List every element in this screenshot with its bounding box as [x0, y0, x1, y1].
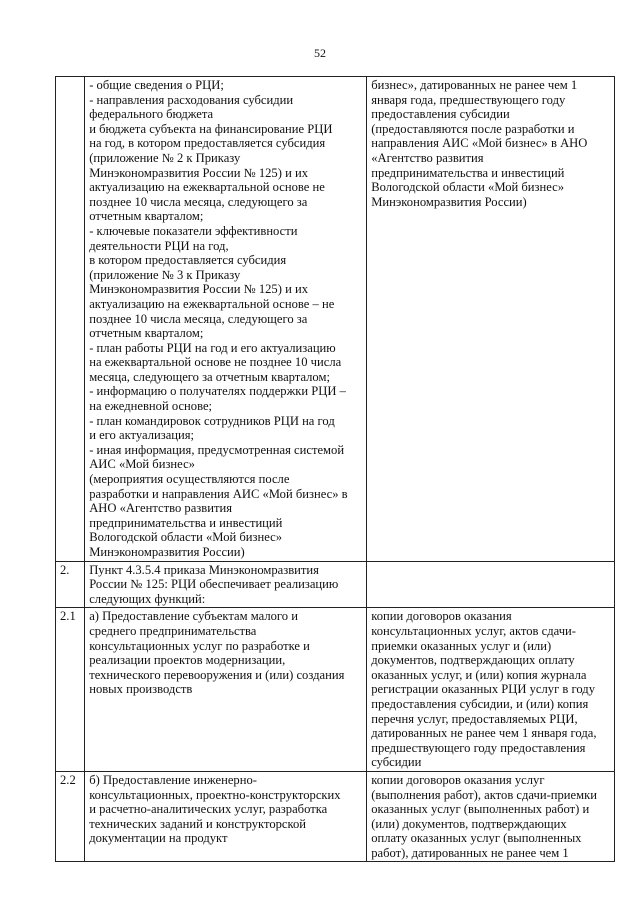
text-line: предшествующего году предоставления	[371, 740, 586, 755]
documents-cell	[367, 561, 615, 608]
text-line: - общие сведения о РЦИ;	[89, 78, 224, 92]
text-line: федерального бюджета	[89, 107, 214, 122]
text-line: датированных не ранее чем 1 января года,	[371, 726, 597, 741]
text-line: Минэкономразвития России)	[371, 194, 527, 209]
text-line: месяца, следующего за отчетным кварталом;	[89, 369, 330, 384]
text-line: (приложение № 2 к Приказу	[89, 150, 241, 165]
text-line: консультационных, проектно-конструкторских	[89, 787, 341, 802]
text-line: копии договоров оказания	[371, 609, 512, 624]
row-number: 2.1	[56, 608, 85, 772]
page-number: 52	[314, 46, 326, 60]
text-line: АИС «Мой бизнес»	[89, 457, 195, 472]
text-line: оказанных услуг (выполненных работ) и	[371, 802, 590, 817]
text-line: АНО «Агентство развития	[89, 501, 232, 516]
text-line: - иная информация, предусмотренная системой	[89, 442, 345, 457]
table-row	[56, 77, 615, 562]
text-line: (приложение № 3 к Приказу	[89, 267, 241, 282]
text-line: реализации проектов модернизации,	[89, 653, 286, 668]
text-line: Пункт 4.3.5.4 приказа Минэкономразвития	[89, 562, 319, 577]
text-line: позднее 10 числа месяца, следующего за	[89, 194, 308, 209]
text-line: - информацию о получателях поддержки РЦИ –	[89, 384, 346, 399]
requirement-cell	[85, 77, 367, 562]
text-line: деятельности РЦИ на год,	[89, 238, 229, 253]
text-line: копии договоров оказания услуг	[371, 772, 545, 787]
text-line: в котором предоставляется субсидия	[89, 253, 287, 268]
text-line: Вологодской области «Мой бизнес»	[89, 530, 283, 545]
text-line: предоставления субсидии, и (или) копия	[371, 696, 589, 711]
text-line: среднего предпринимательства	[89, 623, 257, 638]
text-line: - направления расходования субсидии	[89, 92, 294, 107]
row-number: 2.	[56, 561, 85, 608]
text-line: новых производств	[89, 682, 193, 697]
text-line: перечня услуг, предоставляемых РЦИ,	[371, 711, 578, 726]
text-line: оказанных услуг, и (или) копия журнала	[371, 667, 587, 682]
text-line: января года, предшествующего году	[371, 92, 566, 107]
text-line: разработки и направления АИС «Мой бизнес» в	[89, 486, 348, 501]
text-line: документации на продукт	[89, 831, 228, 846]
documents-cell	[367, 608, 615, 772]
row-number: 2.2	[56, 771, 85, 862]
text-line: (или) документов, подтверждающих	[371, 816, 567, 831]
text-line: работ), датированных не ранее чем 1	[371, 845, 569, 860]
text-line: России № 125: РЦИ обеспечивает реализацию	[89, 577, 339, 592]
text-line: - план работы РЦИ на год и его актуализацию	[89, 340, 336, 355]
requirement-cell	[85, 771, 367, 862]
text-line: консультационных услуг по разработке и	[89, 638, 310, 653]
text-line: - ключевые показатели эффективности	[89, 223, 298, 238]
text-line: следующих функций:	[89, 591, 206, 606]
text-line: бизнес», датированных не ранее чем 1	[371, 78, 578, 92]
text-line: отчетным кварталом;	[89, 326, 204, 341]
text-line: предпринимательства и инвестиций	[89, 515, 283, 530]
text-line: б) Предоставление инженерно-	[89, 772, 257, 787]
table-row	[56, 608, 615, 772]
row-number	[56, 77, 85, 562]
text-line: (выполнения работ), актов сдачи-приемки	[371, 787, 597, 802]
text-line: «Агентство развития	[371, 150, 484, 165]
documents-cell	[367, 771, 615, 862]
text-line: (мероприятия осуществляются после	[89, 472, 290, 487]
text-line: Вологодской области «Мой бизнес»	[371, 180, 565, 195]
text-line: Минэкономразвития России № 125) и их	[89, 282, 308, 297]
text-line: а) Предоставление субъектам малого и	[89, 609, 298, 624]
text-line: и бюджета субъекта на финансирование РЦИ	[89, 121, 333, 136]
text-line: технического перевооружения и (или) создания	[89, 667, 345, 682]
text-line: на год, в котором предоставляется субсидия	[89, 136, 326, 151]
text-line: Минэкономразвития России № 125) и их	[89, 165, 308, 180]
text-line: на ежедневной основе;	[89, 399, 213, 414]
text-line: - план командировок сотрудников РЦИ на год	[89, 413, 335, 428]
text-line: оплату оказанных услуг (выполненных	[371, 831, 582, 846]
text-line: актуализацию на ежеквартальной основе не	[89, 180, 325, 195]
text-line: отчетным кварталом;	[89, 209, 204, 224]
text-line: субсидии	[371, 755, 422, 770]
text-line: актуализацию на ежеквартальной основе – не	[89, 296, 335, 311]
requirement-cell	[85, 561, 367, 608]
text-line: документов, подтверждающих оплату	[371, 653, 575, 668]
text-line: предоставления субсидии	[371, 107, 510, 122]
requirement-cell	[85, 608, 367, 772]
text-line: и его актуализация;	[89, 428, 195, 443]
text-line: Минэкономразвития России)	[89, 545, 245, 559]
text-line: позднее 10 числа месяца, следующего за	[89, 311, 308, 326]
text-line: и расчетно-аналитических услуг, разработка	[89, 802, 328, 817]
text-line: технических заданий и конструкторской	[89, 816, 307, 831]
text-line: приемки оказанных услуг и (или)	[371, 638, 552, 653]
table-row	[56, 561, 615, 608]
requirements-table	[55, 76, 615, 862]
text-line: направления АИС «Мой бизнес» в АНО	[371, 136, 588, 151]
text-line: регистрации оказанных РЦИ услуг в году	[371, 682, 595, 697]
text-line: на ежеквартальной основе не позднее 10 числа	[89, 355, 342, 370]
documents-cell	[367, 77, 615, 562]
text-line: консультационных услуг, актов сдачи-	[371, 623, 576, 638]
table-row	[56, 771, 615, 862]
text-line: предпринимательства и инвестиций	[371, 165, 565, 180]
text-line: (предоставляются после разработки и	[371, 121, 575, 136]
